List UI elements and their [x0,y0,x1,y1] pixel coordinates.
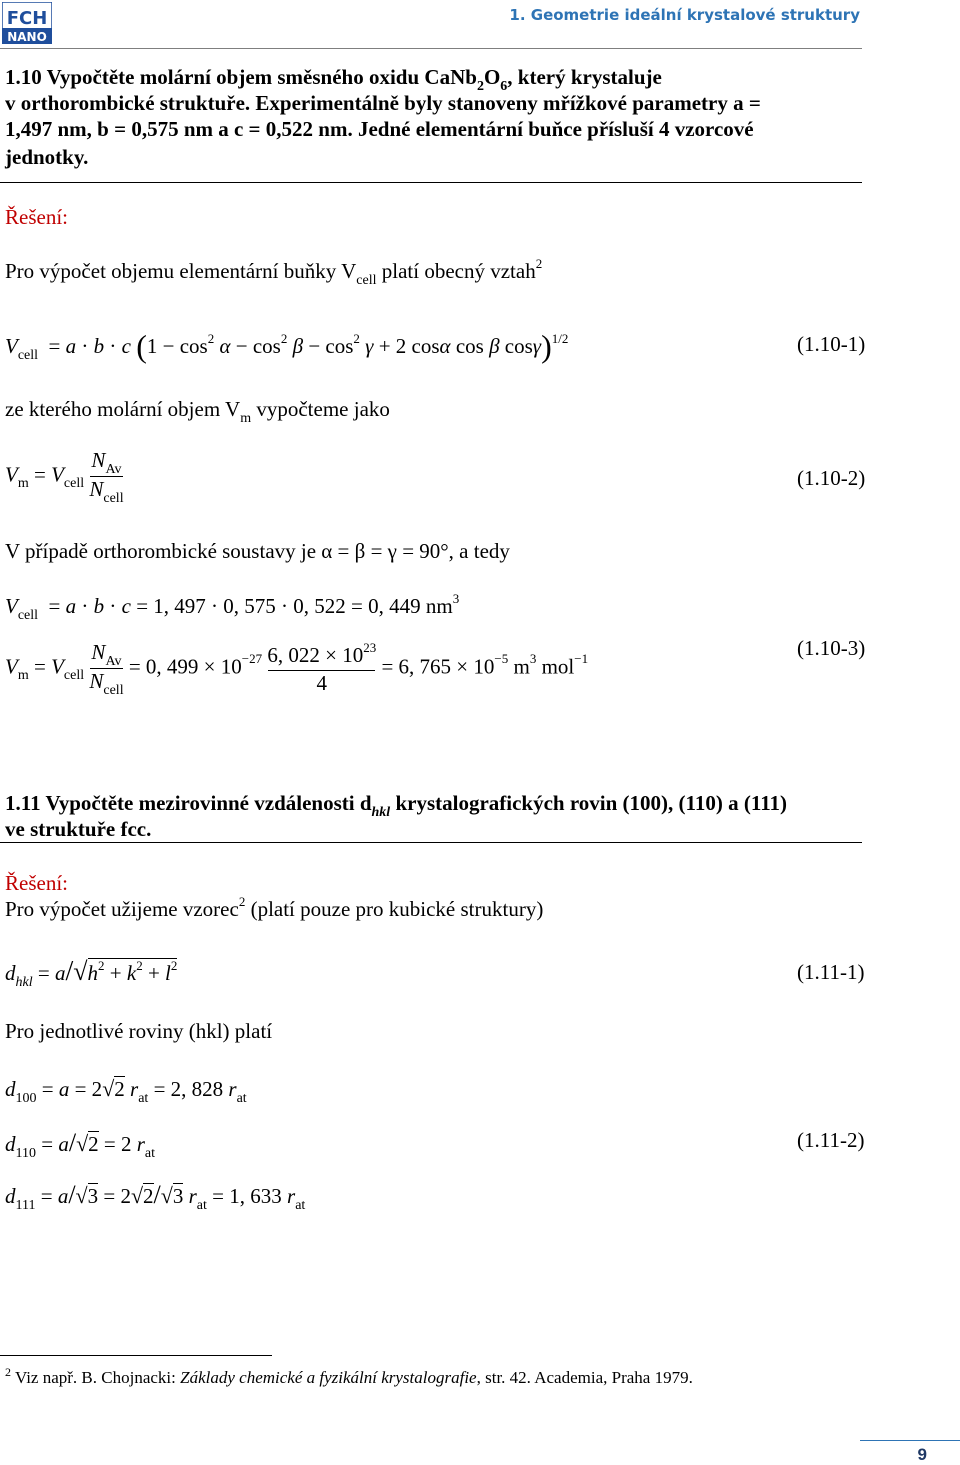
equation-number: (1.10-3) [797,636,866,660]
equation-number: (1.11-2) [797,1128,865,1152]
page-number-bar [860,1440,960,1441]
task-1-10-line3: 1,497 nm, b = 0,575 nm a c = 0,522 nm. Jedné elementární buňce přísluší 4 vzorcové [5,117,754,141]
header-divider [0,48,862,49]
paragraph-molar-volume: ze kterého molární objem $V_m$ vypočteme jako [5,397,390,426]
task-1-11-line1: 1.11 Vypočtěte mezirovinné vzdálenosti $d_{hkl}$ krystalografických rovin (100), (110) a (111) [5,791,788,820]
equation-1-11-2-d111: $d_{111} = a/√3 = 2√2/√3$ $r_{at} = 1$, 633 $r_{at}$ [5,1180,306,1213]
paragraph-formula-intro: Pro výpočet užijeme vzorec$^2$ (platí pouze pro kubické struktury) [5,894,544,921]
equation-number: (1.10-1) [797,332,866,356]
equation-1-11-1: $d_{hkl} = a/√h^2 + k^2 + l^2$ [5,956,178,990]
task-1-10-line4: jednotky. [5,145,89,169]
fch-nano-logo [2,2,52,44]
equation-number: (1.11-1) [797,960,865,984]
paragraph-planes: Pro jednotlivé roviny (hkl) platí [5,1019,273,1043]
logo-text-bottom: NANO [7,30,47,44]
task-1-10-line1: 1.10 Vypočtěte molární objem směsného oxidu $CaNb_2O_6$, který krystaluje [5,65,662,94]
equation-1-11-2-d110: $d_{110} = a/√2 = 2$ $r_{at}$ [5,1128,156,1161]
equation-1-10-3-line2: $V_m = V_{cell}$ $\frac{N_{Av}}{N_{cell}}$ = 0, $499 \times 10^{-27}$ $\frac{6, 022 \times 10^{23}}{4}$ = 6, $765 \times 10^{-5}$ $m^3$ mol$^{-1}$ [5,639,589,698]
paragraph-orthorhombic: V případě orthorombické soustavy je α = β = γ = 90°, a tedy [5,539,510,563]
task-divider [0,842,862,843]
task-divider [0,182,862,183]
equation-1-10-1: $V_{cell} = a \cdot b \cdot c$ ($1 - \cos^2 \alpha - \cos^2 \beta - \cos^2 \gamma + 2$ cosα cos β cosγ)$^{1/2}$ [5,328,569,364]
solution-label: Řešení: [5,871,68,895]
footnote-divider [0,1355,272,1356]
equation-1-11-2-d100: $d_{100} = a = 2√2$ $r_{at} = 2$, 828 $r_{at}$ [5,1076,247,1106]
logo-text-top: FCH [6,8,48,29]
equation-number: (1.10-2) [797,466,866,490]
equation-1-10-2: $V_m = V_{cell}$ $\frac{N_{Av}}{N_{cell}}$ [5,448,124,506]
paragraph-cell-volume: Pro výpočet objemu elementární buňky $V_{cell}$ platí obecný vztah$^2$ [5,256,543,288]
footnote: $^2$ Viz např. B. Chojnacki: Základy chemické a fyzikální krystalografie, str. 42. Academia, Praha 1979. [5,1365,693,1387]
chapter-title: 1. Geometrie ideální krystalové struktury [509,6,860,24]
page-number: 9 [917,1445,927,1464]
solution-label: Řešení: [5,205,68,229]
equation-1-10-3-line1: $V_{cell} = a \cdot b \cdot c = 1$, 497 · 0, 575 · 0, 522 = 0, 449 $nm^3$ [5,591,460,623]
task-1-10-line2: v orthorombické struktuře. Experimentálně byly stanoveny mřížkové parametry a = [5,91,761,115]
task-1-11-line2: ve struktuře fcc. [5,817,152,841]
